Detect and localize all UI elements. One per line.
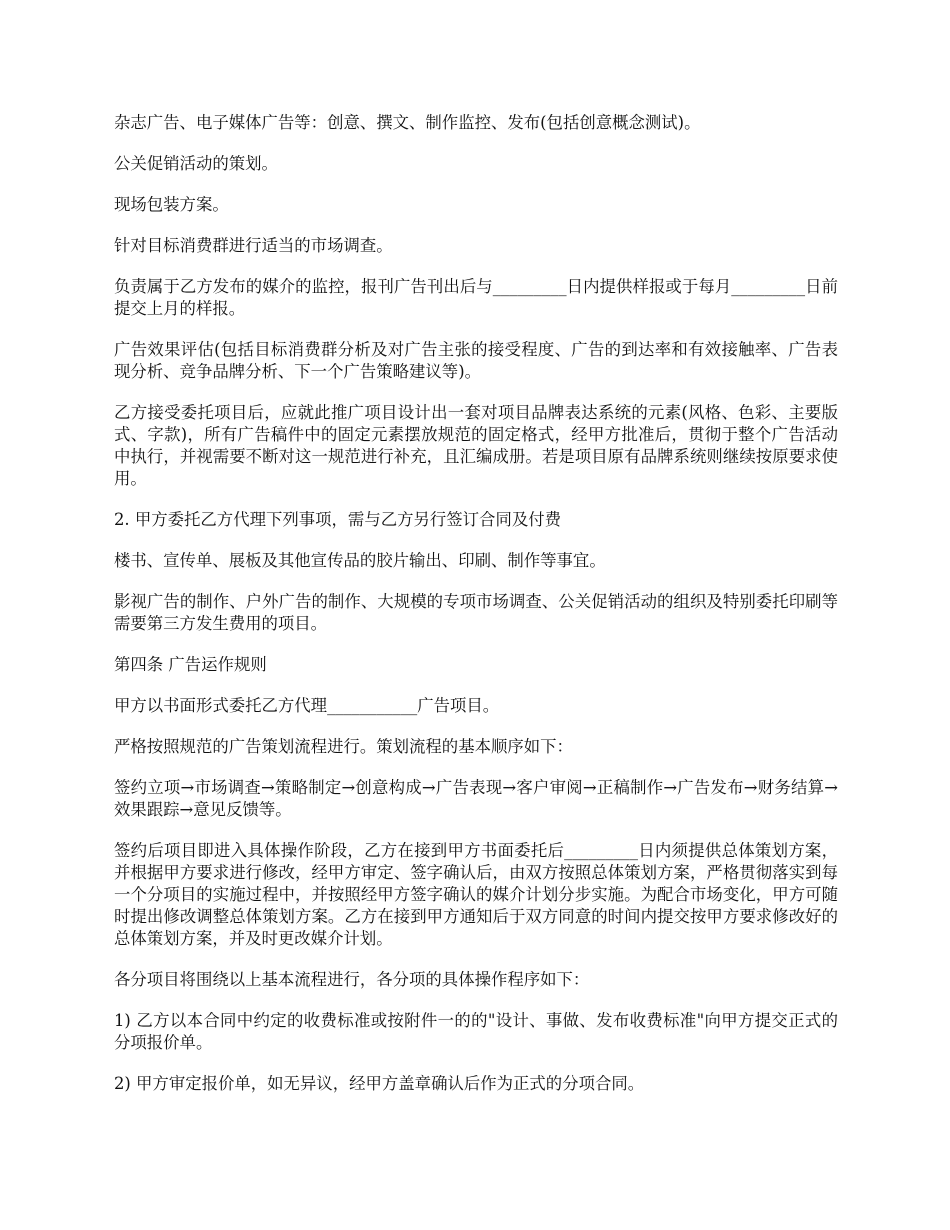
- paragraph-subproject-procedure: 各分项目将围绕以上基本流程进行，各分项的具体操作程序如下：: [114, 970, 590, 989]
- paragraph-brand-system: 乙方接受委托项目后，应就此推广项目设计出一套对项目品牌表达系统的元素(风格、色彩、主要版式、字款)，所有广告稿件中的固定元素摆放规范的固定格式，经甲方批准后，贯彻于整个广告活动中执行，并视需要不断对这一规范进行补充，且汇编成册。若是项目原有品牌系统则继续按原要求使用。: [114, 403, 838, 488]
- paragraph-process-flow: 签约立项→市场调查→策略制定→创意构成→广告表现→客户审阅→正稿制作→广告发布→财务结算→效果跟踪→意见反馈等。: [114, 778, 838, 819]
- paragraph-written-commission: 甲方以书面形式委托乙方代理___________广告项目。: [114, 696, 500, 715]
- paragraph-step-2-approval: 2) 甲方审定报价单，如无异议，经甲方盖章确认后作为正式的分项合同。: [114, 1074, 645, 1093]
- paragraph-media-ads: 杂志广告、电子媒体广告等：创意、撰文、制作监控、发布(包括创意概念测试)。: [114, 113, 701, 132]
- paragraph-execution-stage: 签约后项目即进入具体操作阶段，乙方在接到甲方书面委托后_________日内须提供总体策划方案，并根据甲方要求进行修改，经甲方审定、签字确认后，由双方按照总体策划方案，严格贯彻落实到每一个分项目的实施过程中，并按照经甲方签字确认的媒介计划分步实施。为配合市场变化，甲方可随时提出修改调整总体策划方案。乙方在接到甲方通知后于双方同意的时间内提交按甲方要求修改好的总体策划方案，并及时更改媒介计划。: [114, 841, 838, 948]
- paragraph-media-monitoring: 负责属于乙方发布的媒介的监控，报刊广告刊出后与_________日内提供样报或于每月_________日前提交上月的样报。: [114, 277, 838, 318]
- paragraph-planning-process: 严格按照规范的广告策划流程进行。策划流程的基本顺序如下：: [114, 737, 573, 756]
- paragraph-pr-planning: 公关促销活动的策划。: [114, 154, 278, 173]
- paragraph-section-2-heading: 2. 甲方委托乙方代理下列事项，需与乙方另行签订合同及付费: [114, 510, 562, 529]
- paragraph-market-research: 针对目标消费群进行适当的市场调查。: [114, 236, 393, 255]
- paragraph-onsite-packaging: 现场包装方案。: [114, 195, 229, 214]
- paragraph-ad-evaluation: 广告效果评估(包括目标消费群分析及对广告主张的接受程度、广告的到达率和有效接触率、广告表现分析、竞争品牌分析、下一个广告策略建议等)。: [114, 340, 838, 381]
- paragraph-step-1-quote: 1) 乙方以本合同中约定的收费标准或按附件一的的"设计、事做、发布收费标准"向甲方提交正式的分项报价单。: [114, 1011, 838, 1052]
- paragraph-article-4-heading: 第四条 广告运作规则: [114, 655, 267, 674]
- paragraph-third-party-costs: 影视广告的制作、户外广告的制作、大规模的专项市场调查、公关促销活动的组织及特别委托印刷等需要第三方发生费用的项目。: [114, 592, 838, 633]
- paragraph-print-materials: 楼书、宣传单、展板及其他宣传品的胶片输出、印刷、制作等事宜。: [114, 551, 606, 570]
